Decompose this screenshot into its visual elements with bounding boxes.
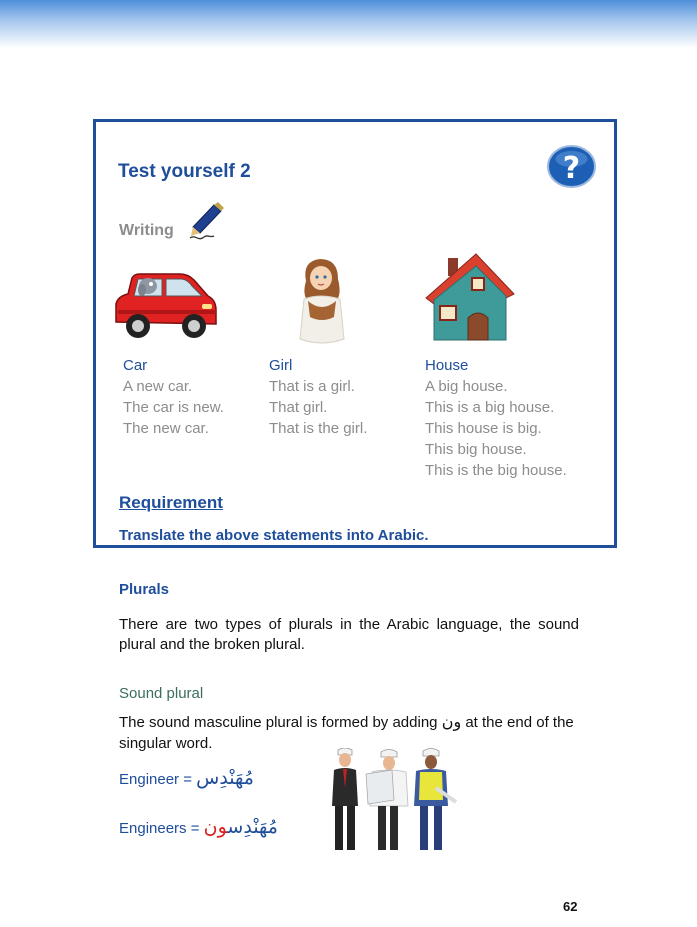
pen-icon — [188, 202, 224, 242]
top-band — [0, 0, 697, 48]
sentence: This is a big house. — [425, 399, 555, 416]
writing-label: Writing — [119, 222, 174, 239]
sentence: The car is new. — [123, 399, 224, 416]
column-head: House — [425, 357, 469, 374]
sentence: The new car. — [123, 420, 209, 437]
example-label: Engineers = — [119, 820, 204, 837]
sentence: That is the girl. — [269, 420, 368, 437]
example-label: Engineer = — [119, 771, 197, 788]
sentence: A big house. — [425, 378, 508, 395]
arabic-suffix: ون — [441, 712, 462, 731]
plurals-paragraph: There are two types of plurals in the Arabic language, the sound plural and the broken plural. — [119, 616, 579, 653]
arabic-stem: مُهَنْدِس — [227, 816, 278, 838]
sound-text-after: at the end of the singular word. — [119, 714, 574, 752]
column-head: Car — [123, 357, 148, 374]
girl-illustration — [292, 255, 352, 345]
sentence: This is the big house. — [425, 462, 567, 479]
column-girl — [269, 355, 367, 439]
plurals-heading: Plurals — [119, 581, 170, 598]
sentence: A new car. — [123, 378, 193, 395]
sound-plural-heading: Sound plural — [119, 685, 204, 702]
svg-text:?: ? — [562, 151, 581, 186]
house-illustration — [422, 252, 516, 344]
sound-text-before: The sound masculine plural is formed by adding — [119, 714, 442, 731]
arabic-plural-suffix: ون — [203, 816, 228, 838]
car-illustration — [110, 270, 220, 342]
page-number: 62 — [563, 899, 578, 914]
sentence: That is a girl. — [269, 378, 355, 395]
column-house — [425, 355, 567, 481]
arabic-word — [204, 816, 278, 838]
column-head: Girl — [269, 357, 293, 374]
requirement-text: Translate the above statements into Arabic. — [119, 527, 429, 544]
sentence: That girl. — [269, 399, 328, 416]
test-yourself-box — [93, 119, 617, 548]
arabic-word: مُهَنْدِس — [196, 767, 254, 789]
example-engineer — [119, 767, 254, 789]
requirement-heading: Requirement — [119, 493, 223, 512]
engineers-illustration — [328, 748, 458, 854]
help-icon — [547, 145, 596, 188]
sentence: This big house. — [425, 441, 527, 458]
box-title: Test yourself 2 — [118, 161, 251, 182]
column-car — [123, 355, 224, 439]
sentence: This house is big. — [425, 420, 542, 437]
example-engineers — [119, 816, 278, 838]
